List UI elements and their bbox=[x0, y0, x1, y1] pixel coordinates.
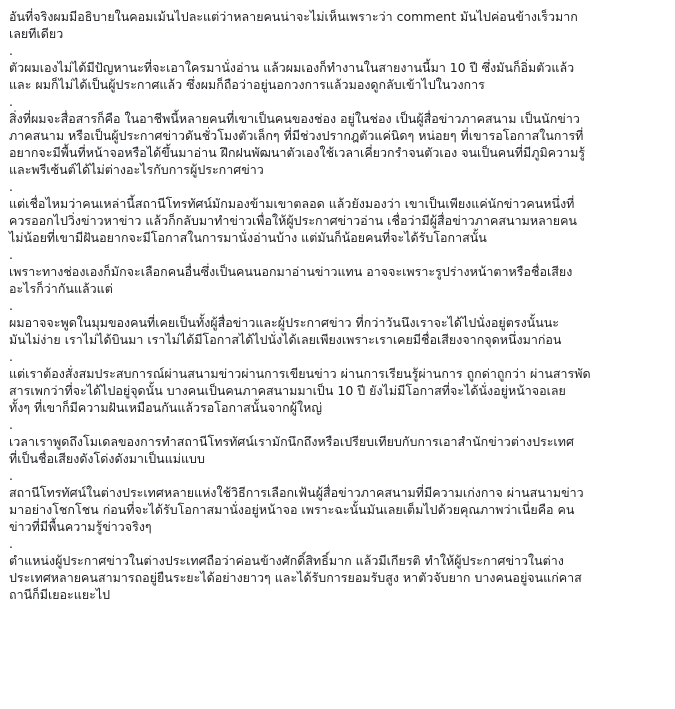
separator-dot: . bbox=[9, 94, 13, 109]
paragraph-line: แต่เราต้องสั่งสมประสบการณ์ผ่านสนามข่าวผ่านการเขียนข่าว ผ่านการเรียนรู้ผ่านการ ถูกด่าถูกว่า ผ่านสารพัด bbox=[9, 366, 591, 381]
separator-dot: . bbox=[9, 536, 13, 551]
separator-dot: . bbox=[9, 43, 13, 58]
paragraph-line: ทั้งๆ ที่เขาก็มีความฝันเหมือนกันแล้วรอโอกาสนั้นจากผู้ใหญ่ bbox=[9, 400, 323, 415]
paragraph bbox=[9, 263, 669, 297]
paragraph-line: ตำแหน่งผู้ประกาศข่าวในต่างประเทศถือว่าค่อนข้างศักดิ์สิทธิ์มาก แล้วมีเกียรติ ทำให้ผู้ประกาศข่าวในต่าง bbox=[9, 553, 564, 568]
paragraph-line: อยากจะมีพื้นที่หน้าจอหรือได้ขึ้นมาอ่าน ฝึกฝนพัฒนาตัวเองใช้เวลาเคี่ยวกรำจนตัวเอง จนเป็นคนที่มีภูมิความรู้ bbox=[9, 145, 586, 160]
paragraph-line: ประเทศหลายคนสามารถอยู่ยืนระยะได้อย่างยาวๆ และได้รับการยอมรับสูง หาตัวจับยาก บางคนอยู่จนแก่คาส bbox=[9, 570, 582, 585]
paragraph-line: อันที่จริงผมมีอธิบายในคอมเม้นไปละแต่ว่าหลายคนน่าจะไม่เห็นเพราะว่า comment มันไปค่อนข้างเร็วมาก bbox=[9, 9, 578, 24]
separator-dot: . bbox=[9, 417, 13, 432]
paragraph-line: เลยทีเดียว bbox=[9, 26, 64, 41]
paragraph-line: มาอย่างโชกโชน ก่อนที่จะได้รับโอกาสมานั่งอยู่หน้าจอ เพราะฉะนั้นมันเลยเต็มไปด้วยคุณภาพว่าเนี่ยคือ คน bbox=[9, 502, 575, 517]
paragraph-line: ถานีก็มีเยอะแยะไป bbox=[9, 587, 111, 602]
paragraph-line: สิ่งที่ผมจะสื่อสารก็คือ ในอาชีพนี้หลายคนที่เขาเป็นคนของช่อง อยู่ในช่อง เป็นผู้สื่อข่าวภาคสนาม เป็นนักข่าว bbox=[9, 111, 580, 126]
paragraph-line: และ ผมก็ไม่ได้เป็นผู้ประกาศแล้ว ซึ่งผมก็ถือว่าอยู่นอกวงการแล้วมองดูกลับเข้าไปในวงการ bbox=[9, 77, 485, 92]
paragraph bbox=[9, 552, 669, 603]
paragraph bbox=[9, 59, 669, 93]
separator-dot: . bbox=[9, 247, 13, 262]
paragraph-line: สถานีโทรทัศน์ในต่างประเทศหลายแห่งใช้วิธีการเลือกเฟ้นผู้สื่อข่าวภาคสนามที่มีความเก่งกาจ ผ่านสนามข่าว bbox=[9, 485, 584, 500]
separator-dot: . bbox=[9, 468, 13, 483]
paragraph-line: แต่เชื่อไหมว่าคนเหล่านี้สถานีโทรทัศน์มักมองข้ามเขาตลอด แล้วยังมองว่า เขาเป็นเพียงแค่นักข่าวคนหนึ่งที่ bbox=[9, 196, 575, 211]
separator-dot: . bbox=[9, 298, 13, 313]
paragraph bbox=[9, 365, 669, 416]
paragraph bbox=[9, 8, 669, 42]
paragraph bbox=[9, 110, 669, 178]
paragraph-line: อะไรก็ว่ากันแล้วแต่ bbox=[9, 281, 113, 296]
paragraph-line: ที่เป็นชื่อเสียงดังโด่งดังมาเป็นแม่แบบ bbox=[9, 451, 205, 466]
paragraph-line: ควรออกไปวิ่งข่าวหาข่าว แล้วก็กลับมาทำข่าวเพื่อให้ผู้ประกาศข่าวอ่าน เชื่อว่ามีผู้สื่อข่าวภาคสนามหลายคน bbox=[9, 213, 577, 228]
paragraph-line: ไม่น้อยที่เขามีฝันอยากจะมีโอกาสในการมานั่งอ่านบ้าง แต่มันก็น้อยคนที่จะได้รับโอกาสนั้น bbox=[9, 230, 487, 245]
paragraph-line: เวลาเราพูดถึงโมเดลของการทำสถานีโทรทัศน์เรามักนึกถึงหรือเปรียบเทียบกับการเอาสำนักข่าวต่างประเทศ bbox=[9, 434, 574, 449]
paragraph-line: ภาคสนาม หรือเป็นผู้ประกาศข่าวดันชั่วโมงตัวเล็กๆ ที่มีช่วงปรากฎตัวแค่นิดๆ หน่อยๆ ที่เขารอโอกาสในการที่ bbox=[9, 128, 584, 143]
paragraph bbox=[9, 195, 669, 246]
paragraph-line: ผมอาจจะพูดในมุมของคนที่เคยเป็นทั้งผู้สื่อข่าวและผู้ประกาศข่าว ที่กว่าวันนึงเราจะได้ไปนั่งอยู่ตรงนั้นนะ bbox=[9, 315, 560, 330]
paragraph bbox=[9, 314, 669, 348]
post-body bbox=[9, 8, 669, 603]
paragraph bbox=[9, 433, 669, 467]
paragraph-line: เพราะทางช่องเองก็มักจะเลือกคนอื่นซึ่งเป็นคนนอกมาอ่านข่าวแทน อาจจะเพราะรูปร่างหน้าตาหรือชื่อเสียง bbox=[9, 264, 573, 279]
paragraph-line: ตัวผมเองไม่ได้มีปัญหานะที่จะเอาใครมานั่งอ่าน แล้วผมเองก็ทำงานในสายงานนี้มา 10 ปี ซึ่งมันก็อิ่มตัวแล้ว bbox=[9, 60, 575, 75]
separator-dot: . bbox=[9, 179, 13, 194]
paragraph-line: มันไม่ง่าย เราไม่ได้บินมา เราไม่ได้มีโอกาสได้ไปนั่งได้เลยเพียงเพราะเราเคยมีชื่อเสียงจากจุดหนึ่งมาก่อน bbox=[9, 332, 562, 347]
paragraph-line: ข่าวที่มีพื้นความรู้ข่าวจริงๆ bbox=[9, 519, 152, 534]
paragraph-line: และพรีเซ้นต์ได้ไม่ต่างอะไรกับการผู้ประกาศข่าว bbox=[9, 162, 264, 177]
paragraph-line: สารเพกว่าที่จะได้ไปอยู่จุดนั้น บางคนเป็นคนภาคสนามมาเป็น 10 ปี ยังไม่มีโอกาสที่จะได้นั่งอยู่หน้าจอเลย bbox=[9, 383, 566, 398]
separator-dot: . bbox=[9, 349, 13, 364]
paragraph bbox=[9, 484, 669, 535]
